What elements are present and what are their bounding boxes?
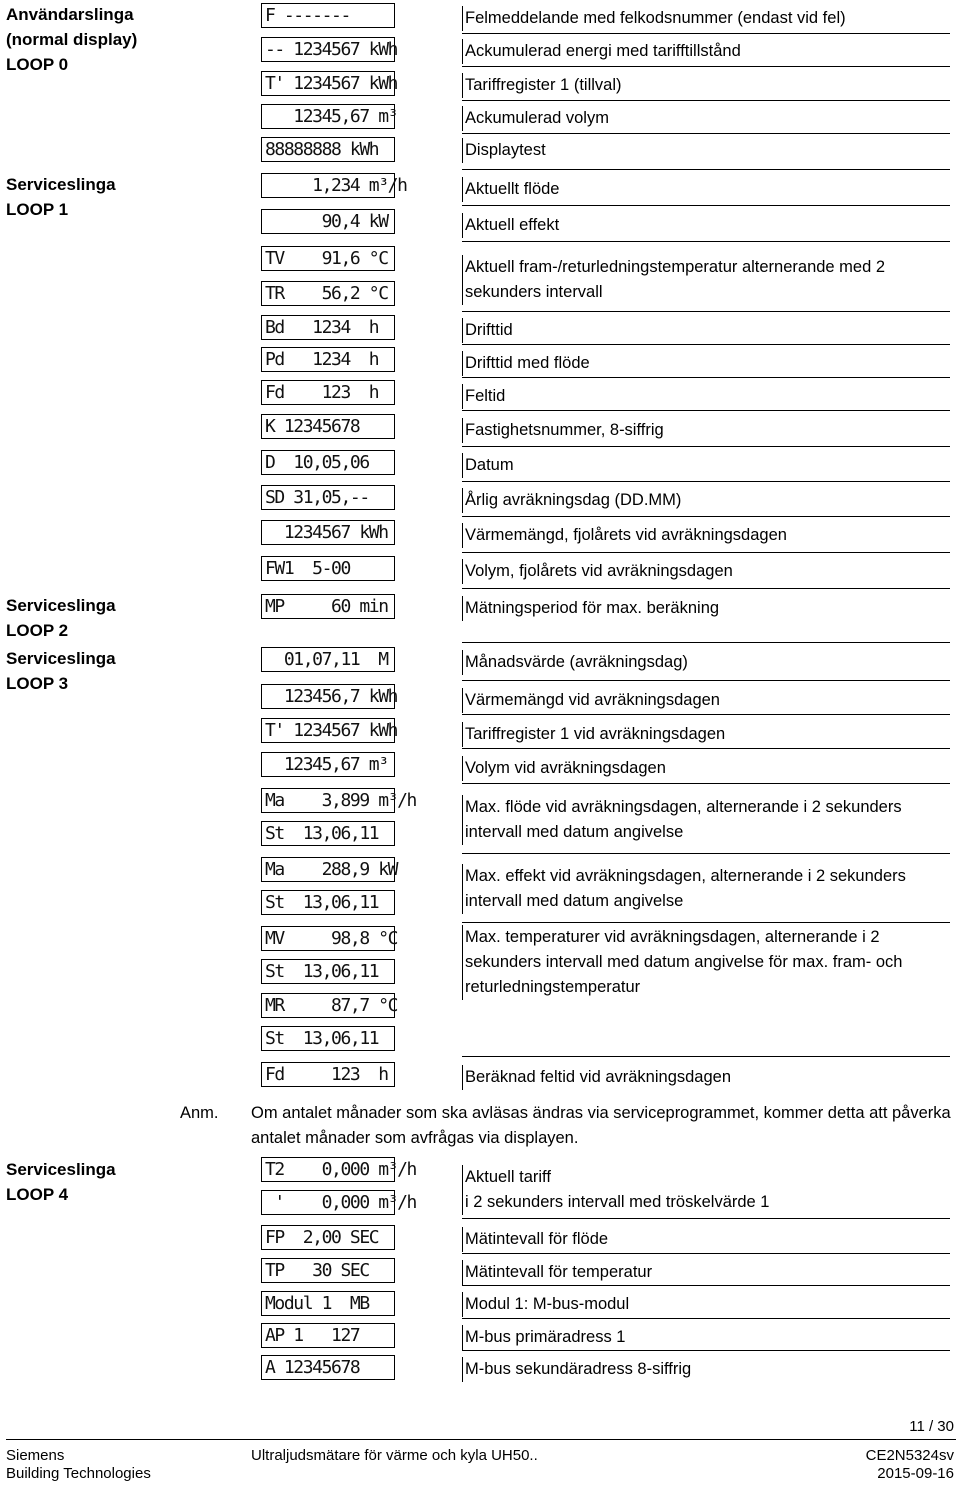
row-divider bbox=[462, 66, 950, 67]
row-divider bbox=[462, 588, 950, 589]
row-description: Drifttid bbox=[462, 318, 955, 343]
row-divider bbox=[462, 642, 950, 643]
lcd-display: T' 1234567 kWh bbox=[261, 718, 395, 743]
row-description: Volym vid avräkningsdagen bbox=[462, 756, 955, 781]
loop-title-line: LOOP 1 bbox=[6, 200, 69, 219]
row-description: Aktuell tariff bbox=[462, 1165, 955, 1190]
row-description: Beräknad feltid vid avräkningsdagen bbox=[462, 1065, 955, 1090]
note-label: Anm. bbox=[180, 1104, 219, 1122]
row-description: M-bus sekundäradress 8-siffrig bbox=[462, 1357, 955, 1382]
lcd-display: Ma 3,899 m³/h bbox=[261, 788, 395, 813]
row-divider bbox=[462, 922, 950, 923]
loop-4-title bbox=[6, 1157, 116, 1207]
lcd-display: AP 1 127 bbox=[261, 1323, 395, 1348]
row-divider bbox=[462, 344, 950, 345]
lcd-display: FP 2,00 SEC bbox=[261, 1225, 395, 1250]
page-number: 11 / 30 bbox=[909, 1418, 954, 1435]
loop-title-line: LOOP 2 bbox=[6, 621, 69, 640]
lcd-display: F ------- bbox=[261, 3, 395, 28]
loop-title-line: Serviceslinga bbox=[6, 649, 116, 668]
note-text: Om antalet månader som ska avläsas ändras via serviceprogrammet, kommer detta att påverka antalet månader som avfrågas via displayen. bbox=[251, 1104, 951, 1147]
lcd-display: 1,234 m³/h bbox=[261, 173, 395, 198]
lcd-display: TV 91,6 °C bbox=[261, 246, 395, 271]
lcd-display: SD 31,05,-- bbox=[261, 485, 395, 510]
loop-title-line: LOOP 4 bbox=[6, 1185, 69, 1204]
row-divider bbox=[462, 552, 950, 553]
lcd-display: Fd 123 h bbox=[261, 1062, 395, 1087]
lcd-display: 88888888 kWh bbox=[261, 137, 395, 162]
lcd-display: St 13,06,11 bbox=[261, 890, 395, 915]
loop-3-title bbox=[6, 646, 116, 696]
row-divider bbox=[462, 1318, 950, 1319]
lcd-display: 90,4 kW bbox=[261, 209, 395, 234]
loop-title-line: Serviceslinga bbox=[6, 1160, 116, 1179]
row-divider bbox=[462, 748, 950, 749]
row-description: Ackumulerad energi med tarifftillstånd bbox=[462, 39, 955, 64]
lcd-display: St 13,06,11 bbox=[261, 1026, 395, 1051]
row-description: Månadsvärde (avräkningsdag) bbox=[462, 650, 955, 675]
loop-1-title bbox=[6, 172, 116, 222]
lcd-display: TR 56,2 °C bbox=[261, 281, 395, 306]
footer-division: Building Technologies bbox=[6, 1465, 151, 1482]
row-divider bbox=[462, 1056, 950, 1057]
row-divider bbox=[462, 33, 950, 34]
lcd-display: Bd 1234 h bbox=[261, 315, 395, 340]
lcd-display: TP 30 SEC bbox=[261, 1258, 395, 1283]
lcd-display: Modul 1 MB bbox=[261, 1291, 395, 1316]
row-description: Mätintevall för flöde bbox=[462, 1227, 955, 1252]
loop-title-line: LOOP 0 bbox=[6, 55, 69, 74]
row-description: Felmeddelande med felkodsnummer (endast vid fel) bbox=[462, 6, 955, 31]
loop-title-line: Serviceslinga bbox=[6, 175, 116, 194]
lcd-display: MR 87,7 °C bbox=[261, 993, 395, 1018]
lcd-display: -- 1234567 kWh bbox=[261, 37, 395, 62]
row-divider bbox=[462, 1218, 950, 1219]
row-description: Värmemängd, fjolårets vid avräkningsdagen bbox=[462, 523, 955, 548]
row-description: M-bus primäradress 1 bbox=[462, 1325, 955, 1350]
row-divider bbox=[462, 481, 950, 482]
row-description: Max. temperaturer vid avräkningsdagen, alternerande i 2 sekunders intervall med datum angivelse för max. fram- och returledningstemperatur bbox=[462, 925, 955, 1000]
row-description: Tariffregister 1 (tillval) bbox=[462, 73, 955, 98]
lcd-display: MV 98,8 °C bbox=[261, 926, 395, 951]
lcd-display: MP 60 min bbox=[261, 594, 395, 619]
row-description: Mätningsperiod för max. beräkning bbox=[462, 596, 955, 621]
loop-title-line: Användarslinga bbox=[6, 5, 134, 24]
row-description: Max. effekt vid avräkningsdagen, alternerande i 2 sekunders intervall med datum angivelse bbox=[462, 864, 955, 914]
loop-title-line: Serviceslinga bbox=[6, 596, 116, 615]
row-description: Aktuell effekt bbox=[462, 213, 955, 238]
footer-divider bbox=[6, 1439, 956, 1440]
row-divider bbox=[462, 133, 950, 134]
row-description: Aktuellt flöde bbox=[462, 177, 955, 202]
footer-company: Siemens bbox=[6, 1447, 65, 1464]
lcd-display: 01,07,11 M bbox=[261, 647, 395, 672]
lcd-display: 1234567 kWh bbox=[261, 520, 395, 545]
row-description: Drifttid med flöde bbox=[462, 351, 955, 376]
row-description: Displaytest bbox=[462, 138, 955, 163]
row-divider bbox=[462, 205, 950, 206]
row-description: Datum bbox=[462, 453, 955, 478]
row-divider bbox=[462, 377, 950, 378]
row-description: Volym, fjolårets vid avräkningsdagen bbox=[462, 559, 955, 584]
lcd-display: Fd 123 h bbox=[261, 380, 395, 405]
loop-title-line: LOOP 3 bbox=[6, 674, 69, 693]
lcd-display: St 13,06,11 bbox=[261, 959, 395, 984]
row-divider bbox=[462, 1350, 950, 1351]
row-divider bbox=[462, 680, 950, 681]
row-description: Feltid bbox=[462, 384, 955, 409]
row-divider bbox=[462, 410, 950, 411]
row-description: Max. flöde vid avräkningsdagen, alternerande i 2 sekunders intervall med datum angivelse bbox=[462, 795, 955, 845]
row-description: Värmemängd vid avräkningsdagen bbox=[462, 688, 955, 713]
row-divider bbox=[462, 446, 950, 447]
footer-date: 2015-09-16 bbox=[877, 1465, 954, 1482]
footer-document-title: Ultraljudsmätare för värme och kyla UH50.. bbox=[251, 1447, 538, 1464]
row-description: Modul 1: M-bus-modul bbox=[462, 1292, 955, 1317]
loop-0-title bbox=[6, 2, 137, 77]
row-description: Tariffregister 1 vid avräkningsdagen bbox=[462, 722, 955, 747]
row-description: Aktuell fram-/returledningstemperatur alternerande med 2 sekunders intervall bbox=[462, 255, 955, 305]
row-divider bbox=[462, 783, 950, 784]
row-divider bbox=[462, 516, 950, 517]
loop-title-line: (normal display) bbox=[6, 30, 138, 49]
row-description: Årlig avräkningsdag (DD.MM) bbox=[462, 488, 955, 513]
lcd-display: 12345,67 m³ bbox=[261, 104, 395, 129]
row-divider bbox=[462, 714, 950, 715]
row-divider bbox=[462, 100, 950, 101]
lcd-display: Ma 288,9 kW bbox=[261, 857, 395, 882]
loop-2-title bbox=[6, 593, 116, 643]
row-divider bbox=[462, 853, 950, 854]
lcd-display: ' 0,000 m³/h bbox=[261, 1190, 395, 1215]
row-description: Mätintevall för temperatur bbox=[462, 1260, 955, 1285]
row-divider bbox=[462, 169, 950, 170]
row-description: Ackumulerad volym bbox=[462, 106, 955, 131]
row-description: i 2 sekunders intervall med tröskelvärde 1 bbox=[462, 1190, 955, 1215]
row-divider bbox=[462, 241, 950, 242]
lcd-display: K 12345678 bbox=[261, 414, 395, 439]
row-description: Fastighetsnummer, 8-siffrig bbox=[462, 418, 955, 443]
lcd-display: T2 0,000 m³/h bbox=[261, 1157, 395, 1182]
lcd-display: T' 1234567 kWh bbox=[261, 71, 395, 96]
lcd-display: St 13,06,11 bbox=[261, 821, 395, 846]
lcd-display: D 10,05,06 bbox=[261, 450, 395, 475]
footer-document-id: CE2N5324sv bbox=[865, 1447, 954, 1464]
lcd-display: FW1 5-00 bbox=[261, 556, 395, 581]
lcd-display: Pd 1234 h bbox=[261, 347, 395, 372]
row-divider bbox=[462, 1253, 950, 1254]
row-divider bbox=[462, 311, 950, 312]
lcd-display: 12345,67 m³ bbox=[261, 752, 395, 777]
lcd-display: 123456,7 kWh bbox=[261, 684, 395, 709]
lcd-display: A 12345678 bbox=[261, 1355, 395, 1380]
row-divider bbox=[462, 1285, 950, 1286]
